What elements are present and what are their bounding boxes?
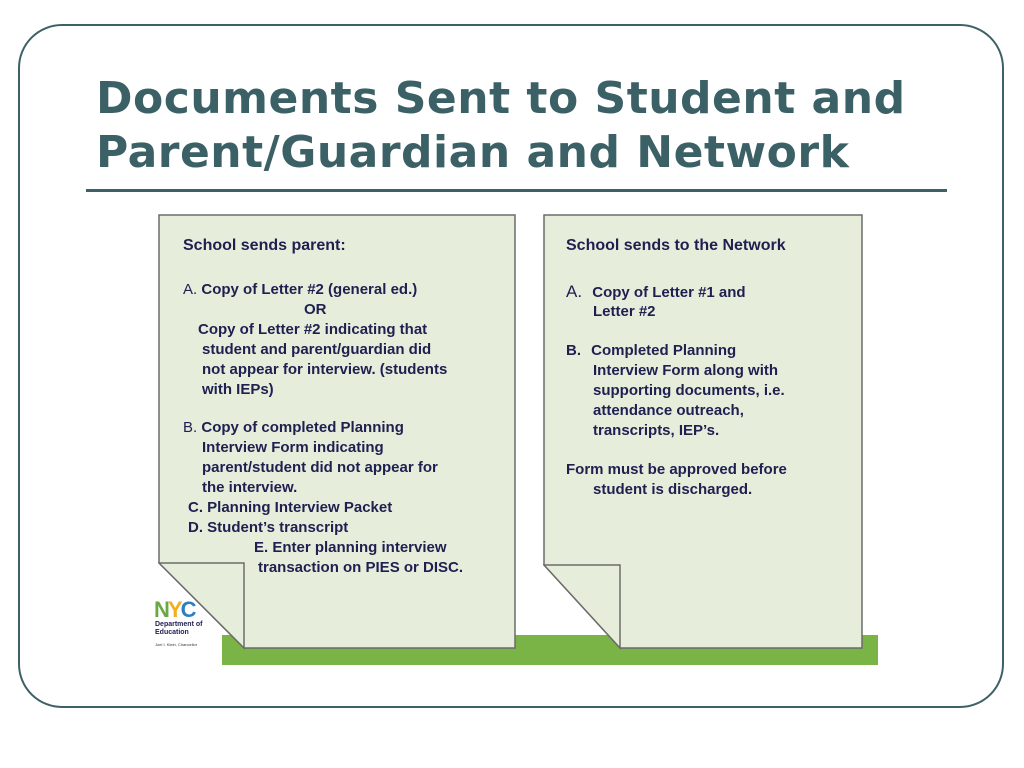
nyc-doe-logo <box>154 597 224 659</box>
right-item-b: B. Completed Planning <box>566 342 737 359</box>
left-item-a: A. Copy of Letter #2 (general ed.) <box>183 281 418 298</box>
left-item-d: D. Student’s transcript <box>188 519 349 536</box>
left-heading: School sends parent: <box>183 237 346 254</box>
item-letter: B. <box>566 342 581 359</box>
logo-org-name: Department of Education <box>155 621 203 636</box>
right-line: Interview Form along with <box>593 362 779 379</box>
slide-title <box>96 72 906 180</box>
item-letter: A. <box>183 281 198 298</box>
right-line: Letter #2 <box>593 303 656 320</box>
left-line: with IEPs) <box>202 381 274 398</box>
title-underline <box>86 189 947 192</box>
left-line: student and parent/guardian did <box>202 341 432 358</box>
logo-letter-c: C <box>180 597 195 622</box>
right-line: student is discharged. <box>593 481 753 498</box>
right-note: Form must be approved before <box>566 461 787 478</box>
nyc-logo-mark <box>154 597 194 623</box>
left-line: Copy of Letter #2 indicating that <box>198 321 428 338</box>
left-document-text <box>158 214 518 650</box>
logo-letter-y: Y <box>167 597 181 622</box>
left-line: parent/student did not appear for <box>202 459 438 476</box>
left-line: OR <box>304 301 327 318</box>
left-item-b: B. Copy of completed Planning <box>183 419 404 436</box>
left-item-c: C. Planning Interview Packet <box>188 499 393 516</box>
right-heading: School sends to the Network <box>566 237 786 254</box>
right-line: attendance outreach, <box>593 402 744 419</box>
right-line: transcripts, IEP’s. <box>593 422 720 439</box>
left-line: the interview. <box>202 479 298 496</box>
left-line: transaction on PIES or DISC. <box>258 559 464 576</box>
left-line: Interview Form indicating <box>202 439 384 456</box>
item-letter: B. <box>183 419 198 436</box>
logo-letter-n: N <box>154 597 168 622</box>
right-item-a: A. Copy of Letter #1 and <box>566 282 746 301</box>
item-letter: A. <box>566 282 583 301</box>
title-line-1: Documents Sent to Student and <box>96 73 906 124</box>
left-line: not appear for interview. (students <box>202 361 448 378</box>
title-line-2: Parent/Guardian and Network <box>96 127 850 178</box>
logo-chancellor: Joel I. Klein, Chancellor <box>155 642 198 647</box>
right-line: supporting documents, i.e. <box>593 382 785 399</box>
left-item-e: E. Enter planning interview <box>254 539 447 556</box>
right-document-text <box>543 214 865 650</box>
